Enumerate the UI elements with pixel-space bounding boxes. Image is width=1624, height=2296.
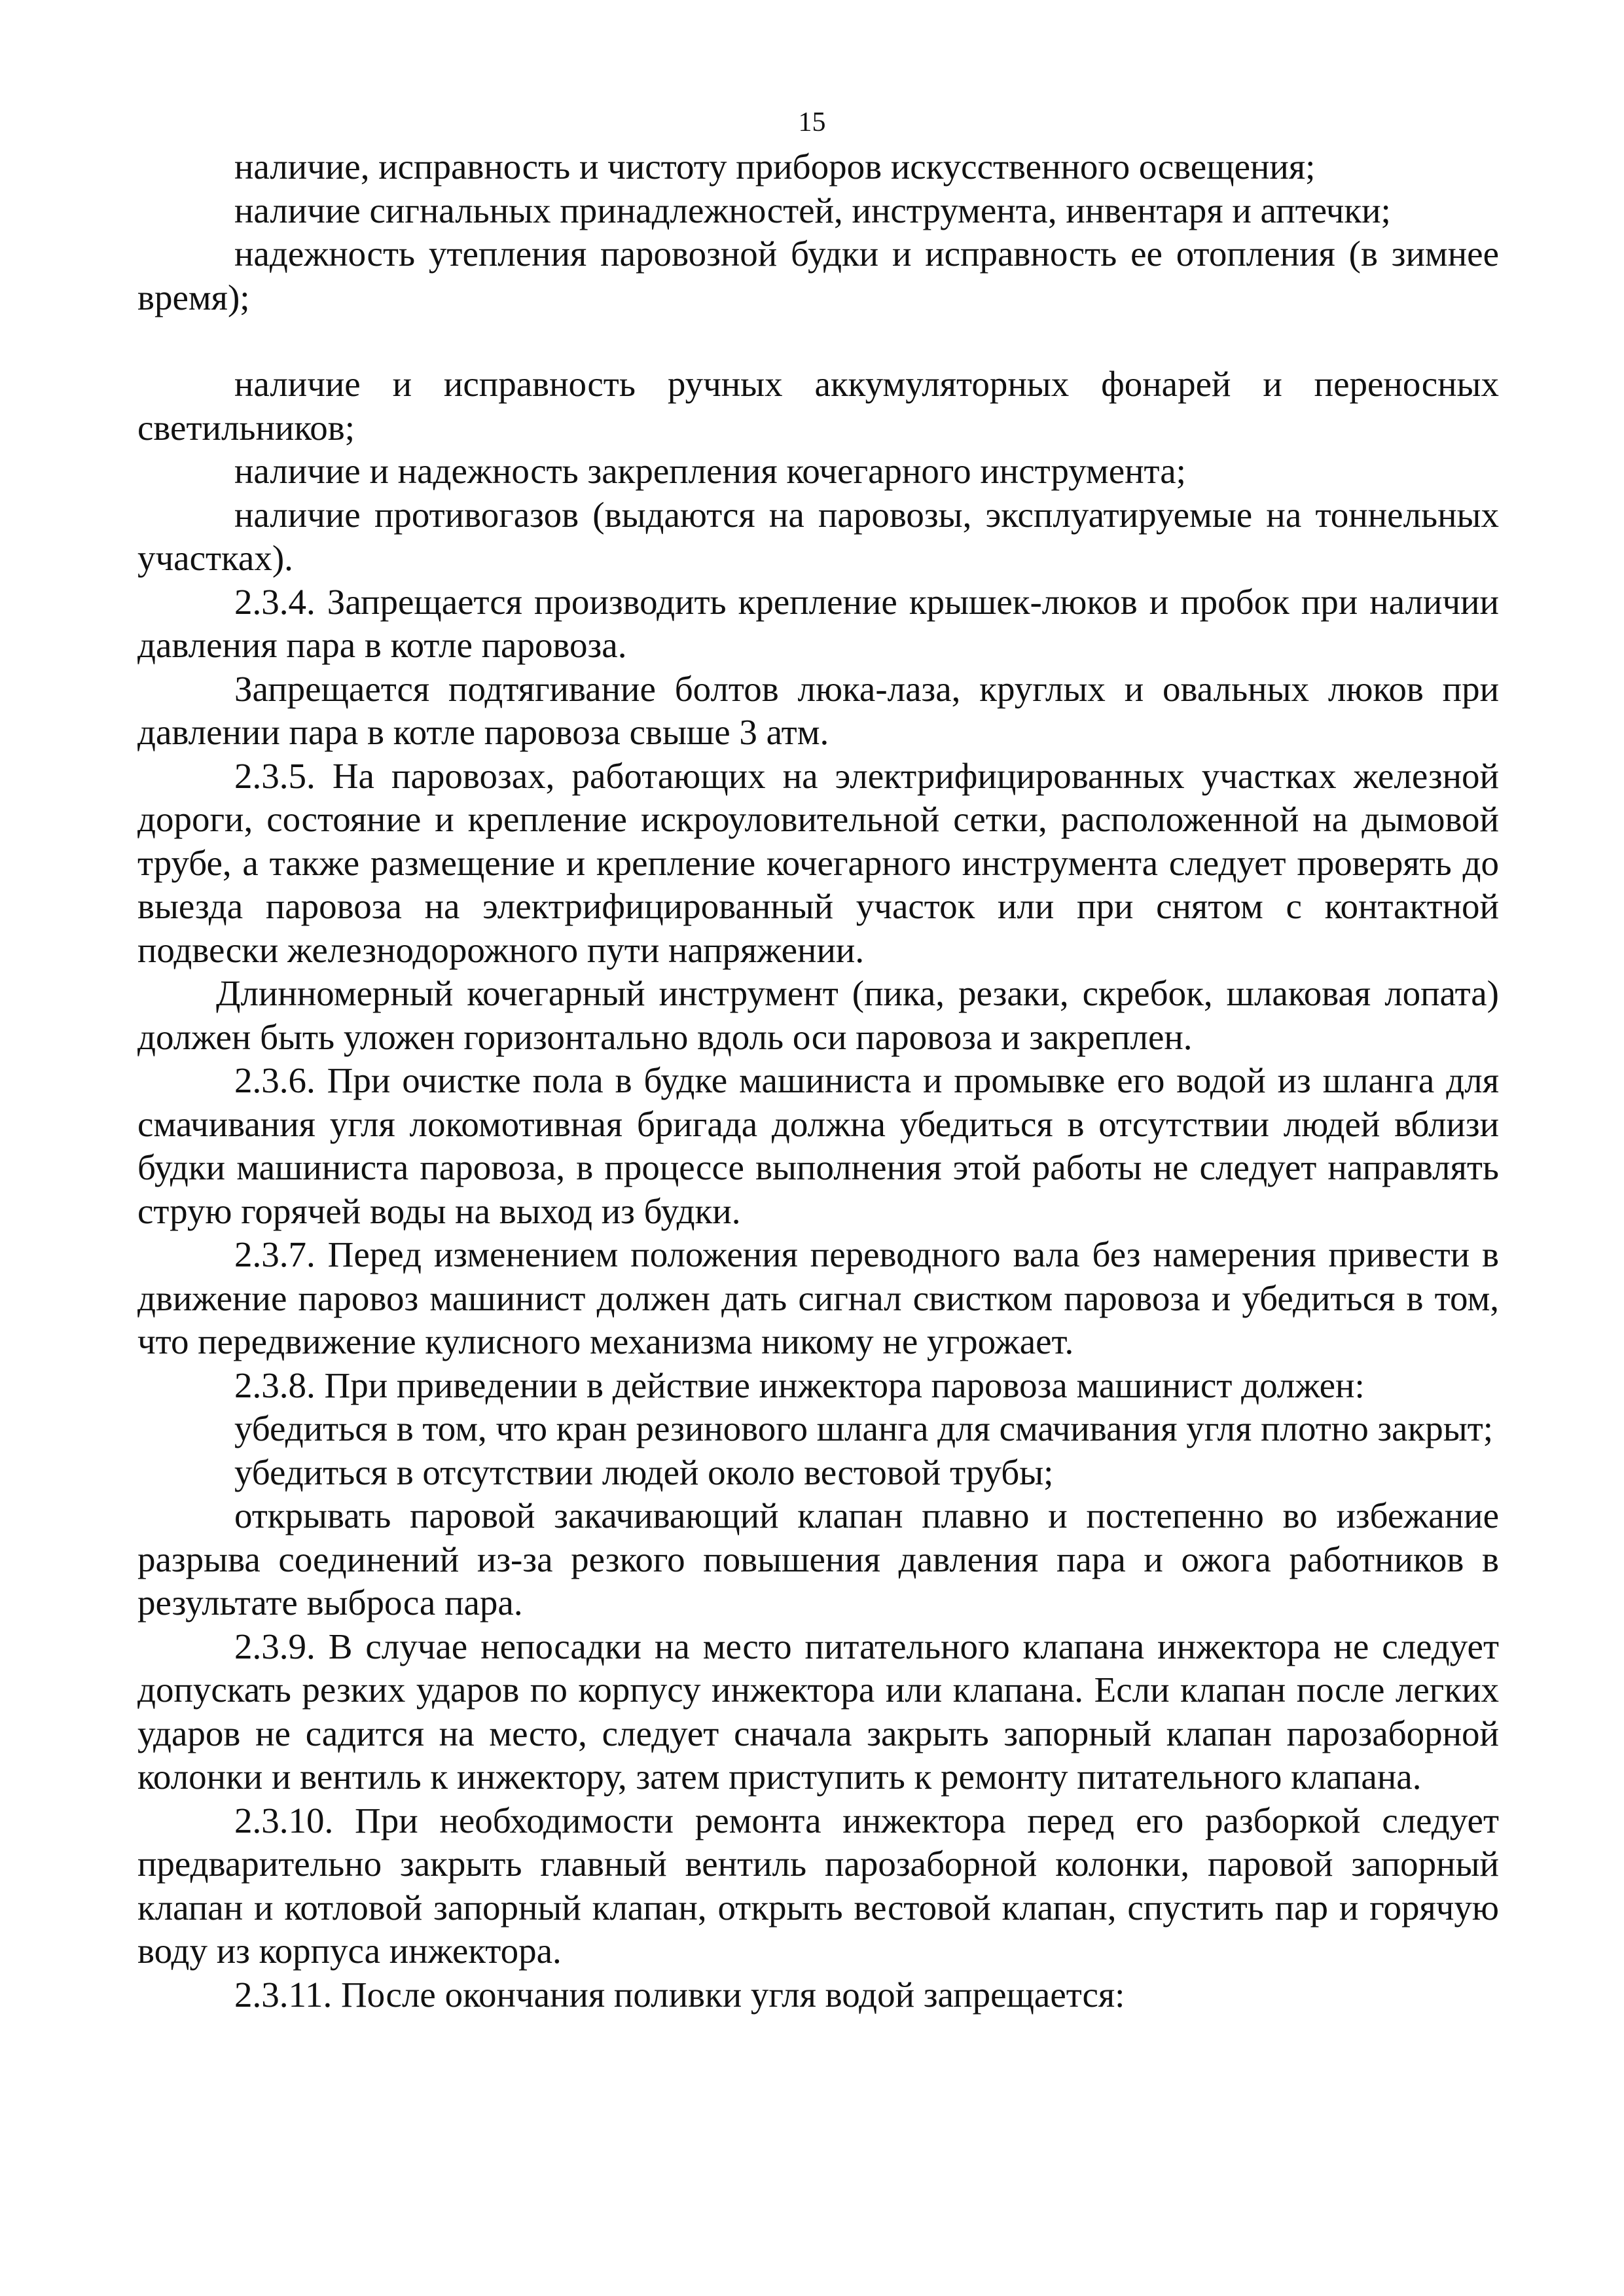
paragraph-2-3-4: 2.3.4. Запрещается производить крепление крышек-люков и пробок при наличии давления пара в котле паровоза. <box>137 581 1499 665</box>
paragraph-overflow-pipe: убедиться в отсутствии людей около вестовой трубы; <box>234 1452 1054 1492</box>
paragraph-gas-masks: наличие противогазов (выдаются на паровозы, эксплуатируемые на тоннельных участках). <box>137 494 1499 578</box>
paragraph-2-3-7: 2.3.7. Перед изменением положения переводного вала без намерения привести в движение паровоз машинист должен дать сигнал свистком паровоза и убедиться в том, что передвижение кулисного механизма никому не угрожает. <box>137 1234 1499 1361</box>
paragraph-bolts-prohibition: Запрещается подтягивание болтов люка-лаза, круглых и овальных люков при давлении пара в котле паровоза свыше 3 атм. <box>137 668 1499 752</box>
paragraph-lighting: наличие, исправность и чистоту приборов искусственного освещения; <box>234 147 1316 187</box>
paragraph-hose-valve: убедиться в том, что кран резинового шланга для смачивания угля плотно закрыт; <box>234 1408 1494 1448</box>
paragraph-cab-insulation: надежность утепления паровозной будки и исправность ее отопления (в зимнее время); <box>137 234 1499 317</box>
paragraph-lanterns: наличие и исправность ручных аккумуляторных фонарей и переносных светильников; <box>137 364 1499 448</box>
paragraph-2-3-6: 2.3.6. При очистке пола в будке машиниста и промывке его водой из шланга для смачивания угля локомотивная бригада должна убедиться в отсутствии людей вблизи будки машиниста паровоза, в процессе выполнения этой работы не следует направлять струю горячей воды на выход из будки. <box>137 1060 1499 1231</box>
paragraph-stoker-tools: наличие и надежность закрепления кочегарного инструмента; <box>234 451 1186 491</box>
paragraph-long-tools: Длинномерный кочегарный инструмент (пика, резаки, скребок, шлаковая лопата) должен быть уложен горизонтально вдоль оси паровоза и закреплен. <box>137 973 1499 1057</box>
paragraph-2-3-5: 2.3.5. На паровозах, работающих на электрифицированных участках железной дороги, состояние и крепление искроуловительной сетки, расположенной на дымовой трубе, а также размещение и крепление кочегарного инструмента следует проверять до выезда паровоза на электрифицированный участок или при снятом с контактной подвески железнодорожного пути напряжении. <box>137 755 1499 970</box>
paragraph-2-3-11: 2.3.11. После окончания поливки угля водой запрещается: <box>234 1974 1125 2015</box>
paragraph-signal-equipment: наличие сигнальных принадлежностей, инструмента, инвентаря и аптечки; <box>234 190 1391 230</box>
page-number: 15 <box>798 107 826 137</box>
paragraph-2-3-9: 2.3.9. В случае непосадки на место питательного клапана инжектора не следует допускать резких ударов по корпусу инжектора или клапана. Если клапан после легких ударов не садится на место, следует сначала закрыть запорный клапан парозаборной колонки и вентиль к инжектору, затем приступить к ремонту питательного клапана. <box>137 1626 1499 1797</box>
paragraph-steam-valve: открывать паровой закачивающий клапан плавно и постепенно во избежание разрыва соединений из-за резкого повышения давления пара и ожога работников в результате выброса пара. <box>137 1496 1499 1623</box>
paragraph-2-3-8: 2.3.8. При приведении в действие инжектора паровоза машинист должен: <box>234 1365 1365 1405</box>
paragraph-2-3-10: 2.3.10. При необходимости ремонта инжектора перед его разборкой следует предварительно закрыть главный вентиль парозаборной колонки, паровой запорный клапан и котловой запорный клапан, открыть вестовой клапан, спустить пар и горячую воду из корпуса инжектора. <box>137 1800 1499 1971</box>
document-body <box>137 145 1499 2017</box>
